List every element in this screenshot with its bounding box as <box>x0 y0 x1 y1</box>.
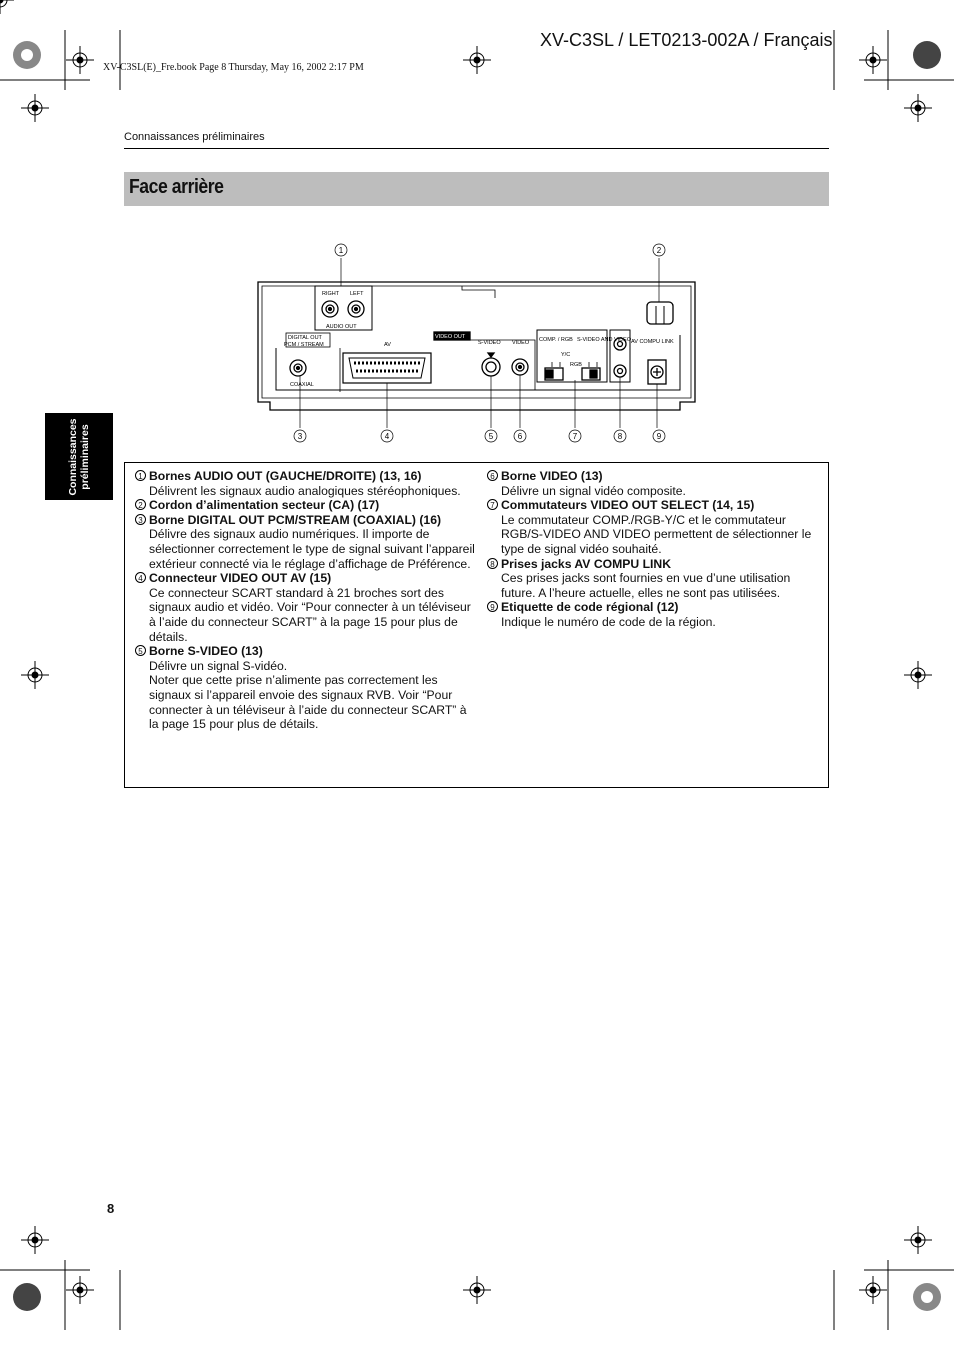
svg-text:9: 9 <box>656 432 662 441</box>
label-right: RIGHT <box>322 291 340 297</box>
list-item <box>135 644 475 732</box>
callout-5 <box>485 430 497 442</box>
list-item <box>487 469 822 498</box>
item-number: 1 <box>135 470 146 481</box>
label-video: VIDEO <box>512 340 530 346</box>
label-digital-out: DIGITAL OUT <box>288 335 322 341</box>
label-av-compu-link: AV COMPU LINK <box>631 339 674 345</box>
item-heading: Prises jacks AV COMPU LINK <box>501 556 672 571</box>
list-item <box>135 513 475 571</box>
label-comp-rgb: COMP. / RGB <box>539 337 573 343</box>
section-title-bar <box>124 172 829 206</box>
svg-text:1: 1 <box>338 246 344 255</box>
label-rgb: RGB <box>570 362 582 368</box>
list-item <box>487 557 822 601</box>
svg-text:6: 6 <box>517 432 523 441</box>
label-audio-out: AUDIO OUT <box>326 324 357 330</box>
label-av: AV <box>384 342 391 348</box>
item-heading: Commutateurs VIDEO OUT SELECT (14, 15) <box>501 498 755 513</box>
callout-8 <box>614 430 626 442</box>
item-body-note: Noter que cette prise n’alimente pas correctement les signaux si l’appareil envoie des signaux RVB. Voir “Pour connecter à un téléviseur à l’aide du connecteur SCART” à la page 15 pour plus de détails. <box>149 673 467 732</box>
label-left: LEFT <box>350 291 364 297</box>
running-head: Connaissances préliminaires <box>124 131 265 143</box>
callout-3 <box>294 430 306 442</box>
list-item <box>135 571 475 644</box>
item-body: Ces prises jacks sont fournies en vue d’une utilisation future. A l’heure actuelle, elles ne sont pas utilisées. <box>501 571 791 600</box>
callout-7 <box>569 430 581 442</box>
document-header-title: XV-C3SL / LET0213-002A / Français <box>540 30 833 50</box>
item-body: Le commutateur COMP./RGB-Y/C et le commutateur RGB/S-VIDEO AND VIDEO permettent de sélectionner le type de signal vidéo souhaité. <box>501 512 812 556</box>
item-body: Délivre un signal vidéo composite. <box>501 483 686 498</box>
item-number: 4 <box>135 572 146 583</box>
list-item <box>487 498 822 556</box>
item-number: 5 <box>135 645 146 656</box>
section-title: Face arrière <box>129 176 224 198</box>
callout-1 <box>335 244 347 256</box>
description-column-left <box>135 469 475 732</box>
item-body: Délivre un signal S-vidéo. <box>149 658 288 673</box>
label-s-video-and-video: S-VIDEO AND VIDEO <box>577 337 632 343</box>
item-number: 9 <box>487 601 498 612</box>
callout-4 <box>381 430 393 442</box>
list-item <box>135 469 475 498</box>
rear-panel-diagram <box>250 240 710 450</box>
side-tab <box>45 413 113 500</box>
item-heading: Borne S-VIDEO (13) <box>149 644 263 659</box>
svg-text:5: 5 <box>488 432 494 441</box>
side-tab-line2: préliminaires <box>79 424 91 490</box>
item-body: Délivrent les signaux audio analogiques stéréophoniques. <box>149 483 461 498</box>
item-body: Indique le numéro de code de la région. <box>501 614 716 629</box>
item-number: 6 <box>487 470 498 481</box>
item-heading: Borne DIGITAL OUT PCM/STREAM (COAXIAL) (16) <box>149 512 442 527</box>
item-body: Ce connecteur SCART standard à 21 broches sort des signaux audio et vidéo. Voir “Pour connecter à un téléviseur à l’aide du connecteur SCART” à la page 15 pour plus de détails. <box>149 585 471 644</box>
item-number: 3 <box>135 514 146 525</box>
list-item <box>135 498 475 513</box>
side-tab-line1: Connaissances <box>67 418 79 496</box>
item-heading: Etiquette de code régional (12) <box>501 600 679 615</box>
list-item <box>487 600 822 629</box>
svg-text:7: 7 <box>572 432 578 441</box>
item-body: Délivre des signaux audio numériques. Il importe de sélectionner correctement le type de signal suivant l’appareil extérieur connecté via le réglage d’affichage de Préférence. <box>149 527 475 571</box>
label-video-out: VIDEO OUT <box>435 334 466 340</box>
callout-9 <box>653 430 665 442</box>
item-number: 2 <box>135 499 146 510</box>
description-box <box>124 462 829 788</box>
item-heading: Connecteur VIDEO OUT AV (15) <box>149 571 332 586</box>
item-heading: Cordon d’alimentation secteur (CA) (17) <box>149 498 380 513</box>
item-number: 7 <box>487 499 498 510</box>
label-s-video: S-VIDEO <box>478 340 501 346</box>
label-y-c: Y/C <box>561 352 571 358</box>
callout-2 <box>653 244 665 256</box>
label-coaxial: COAXIAL <box>290 382 314 388</box>
label-pcm-stream: PCM / STREAM <box>284 342 324 348</box>
svg-text:4: 4 <box>384 432 390 441</box>
item-heading: Borne VIDEO (13) <box>501 469 603 483</box>
svg-text:2: 2 <box>656 246 662 255</box>
svg-text:3: 3 <box>297 432 303 441</box>
page-number: 8 <box>107 1201 115 1216</box>
header-rule <box>124 148 829 149</box>
svg-text:8: 8 <box>617 432 623 441</box>
description-column-right <box>487 469 822 630</box>
item-number: 8 <box>487 558 498 569</box>
item-heading: Bornes AUDIO OUT (GAUCHE/DROITE) (13, 16) <box>149 469 422 483</box>
callout-6 <box>514 430 526 442</box>
book-file-line: XV-C3SL(E)_Fre.book Page 8 Thursday, May 16, 2002 2:17 PM <box>103 62 364 73</box>
